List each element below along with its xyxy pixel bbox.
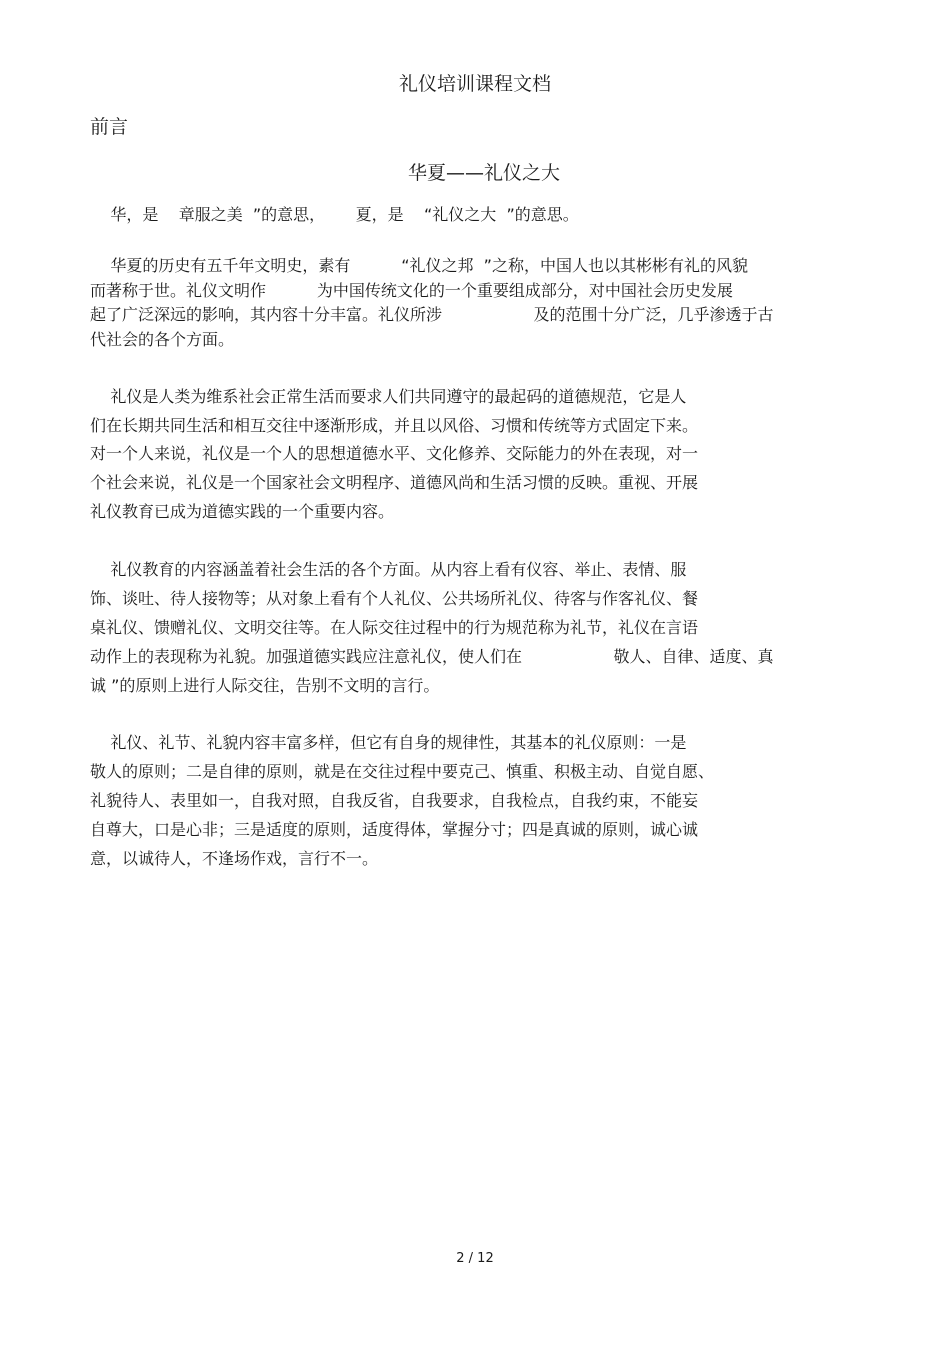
paragraph-1-line-1: 华，是 章服之美 ”的意思， 夏，是 “礼仪之大 ”的意思。 [90, 205, 579, 224]
paragraph-4-line-5: 诚 ”的原则上进行人际交往，告别不文明的言行。 [90, 676, 440, 695]
paragraph-4-line-4: 动作上的表现称为礼貌。加强道德实践应注意礼仪，使人们在 敬人、自律、适度、真 [90, 647, 774, 666]
section-title: 华夏——礼仪之大 [407, 162, 560, 184]
paragraph-4-line-2: 饰、谈吐、待人接物等；从对象上看有个人礼仪、公共场所礼仪、待客与作客礼仪、餐 [90, 589, 699, 608]
paragraph-3-line-4: 个社会来说，礼仪是一个国家社会文明程序、道德风尚和生活习惯的反映。重视、开展 [90, 473, 699, 492]
paragraph-5-line-4: 自尊大，口是心非；三是适度的原则，适度得体，掌握分寸；四是真诚的原则，诚心诚 [90, 820, 699, 839]
paragraph-2-line-4: 代社会的各个方面。 [90, 330, 235, 349]
paragraph-5-line-2: 敬人的原则；二是自律的原则，就是在交往过程中要克己、慎重、积极主动、自觉自愿、 [90, 762, 715, 781]
paragraph-2-line-1: 华夏的历史有五千年文明史，素有 “礼仪之邦 ”之称，中国人也以其彬彬有礼的风貌 [90, 256, 748, 275]
paragraph-3-line-5: 礼仪教育已成为道德实践的一个重要内容。 [90, 502, 395, 521]
paragraph-3-line-3: 对一个人来说，礼仪是一个人的思想道德水平、文化修养、交际能力的外在表现，对一 [90, 444, 699, 463]
document-title: 礼仪培训课程文档 [398, 73, 551, 95]
page-indicator: 2 / 12 [456, 1251, 494, 1266]
paragraph-3-line-2: 们在长期共同生活和相互交往中逐渐形成，并且以风俗、习惯和传统等方式固定下来。 [90, 416, 699, 435]
paragraph-3-line-1: 礼仪是人类为维系社会正常生活而要求人们共同遵守的最起码的道德规范，它是人 [90, 387, 687, 406]
paragraph-2-line-2: 而著称于世。礼仪文明作 为中国传统文化的一个重要组成部分，对中国社会历史发展 [90, 281, 733, 300]
paragraph-4-line-3: 桌礼仪、馈赠礼仪、文明交往等。在人际交往过程中的行为规范称为礼节，礼仪在言语 [90, 618, 699, 637]
paragraph-5-line-5: 意，以诚待人，不逢场作戏，言行不一。 [90, 849, 379, 868]
paragraph-2-line-3: 起了广泛深远的影响，其内容十分丰富。礼仪所涉 及的范围十分广泛，几乎渗透于古 [90, 305, 774, 324]
paragraph-5-line-3: 礼貌待人、表里如一，自我对照，自我反省，自我要求，自我检点，自我约束，不能妄 [90, 791, 699, 810]
paragraph-4-line-1: 礼仪教育的内容涵盖着社会生活的各个方面。从内容上看有仪容、举止、表情、服 [90, 560, 687, 579]
preface-heading: 前言 [90, 116, 129, 138]
paragraph-5-line-1: 礼仪、礼节、礼貌内容丰富多样，但它有自身的规律性，其基本的礼仪原则：一是 [90, 733, 687, 752]
